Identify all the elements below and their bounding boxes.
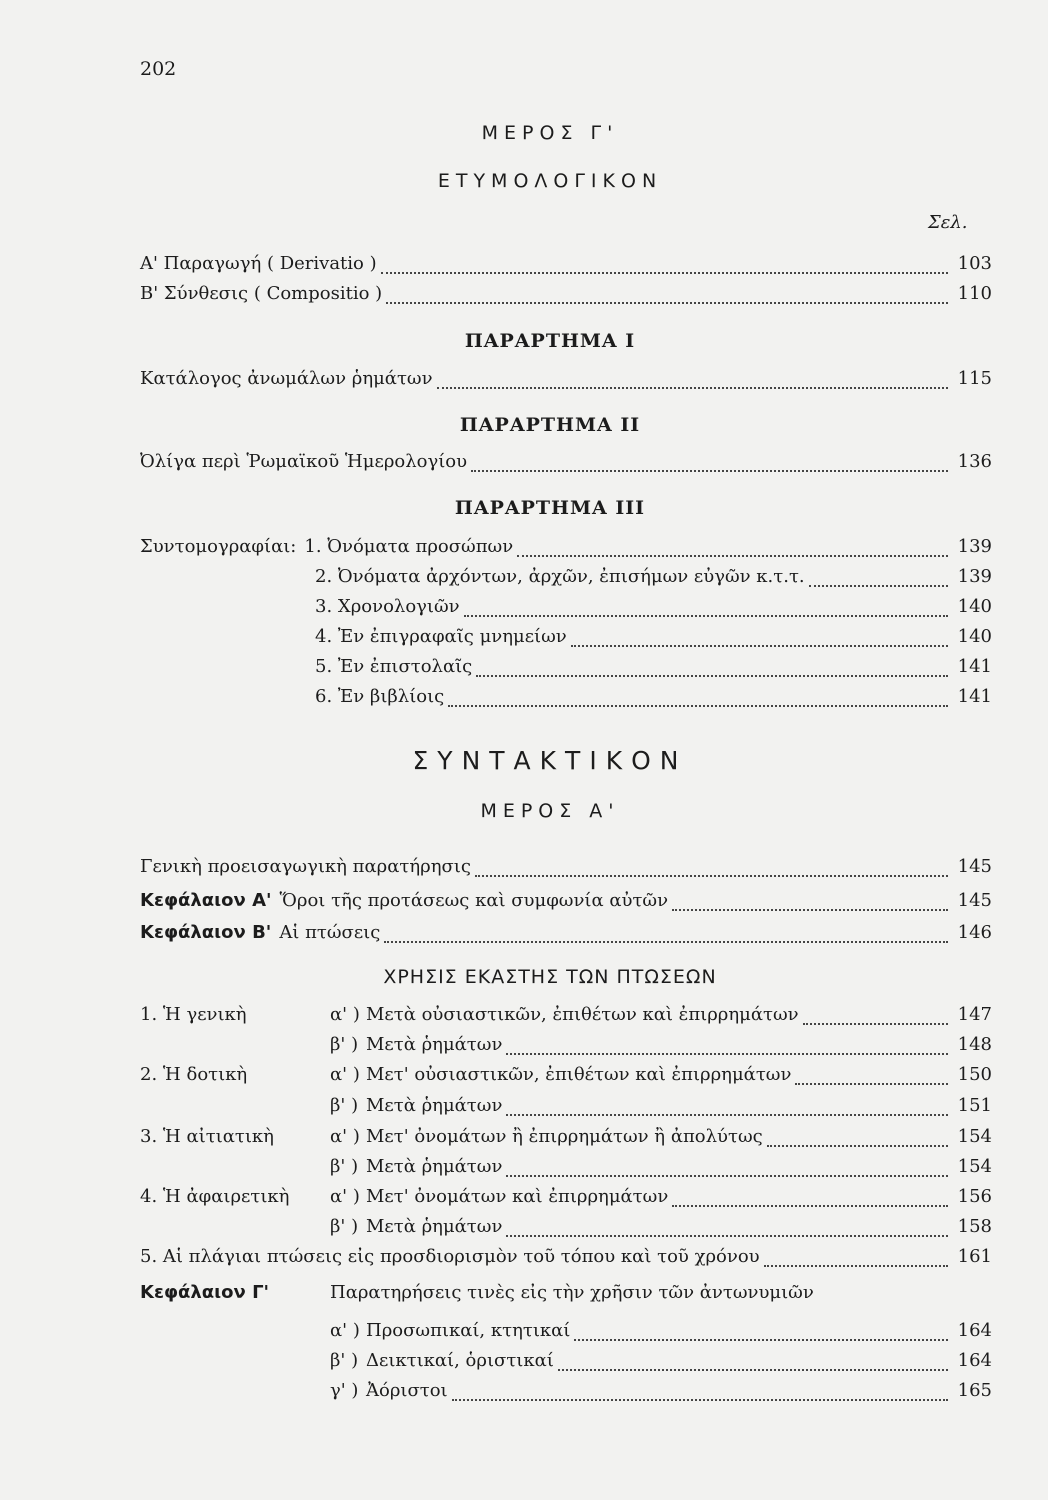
toc-entry: β' ) Μετὰ ῥημάτων 148 <box>330 1034 992 1055</box>
toc-entry: β' ) Δεικτικαί, ὁριστικαί 164 <box>330 1350 992 1371</box>
toc-entry: 2. Ἡ δοτικὴ α' ) Μετ' οὐσιαστικῶν, ἐπιθέτων καὶ ἐπιρρημάτων 150 <box>140 1064 992 1085</box>
toc-entry: α' ) Προσωπικαί, κτητικαί 164 <box>330 1320 992 1341</box>
toc-entry: Β' Σύνθεσις ( Compositio ) 110 <box>140 283 992 304</box>
toc-entry: β' ) Μετὰ ῥημάτων 151 <box>330 1095 992 1116</box>
toc-entry: 3. Ἡ αἰτιατικὴ α' ) Μετ' ὀνομάτων ἢ ἐπιρρημάτων ἢ ἀπολύτως 154 <box>140 1126 992 1147</box>
toc-entry: 5. Αἱ πλάγιαι πτώσεις εἰς προσδιορισμὸν τοῦ τόπου καὶ τοῦ χρόνου 161 <box>140 1246 992 1267</box>
toc-entry: β' ) Μετὰ ῥημάτων 154 <box>330 1156 992 1177</box>
toc-entry: β' ) Μετὰ ῥημάτων 158 <box>330 1216 992 1237</box>
toc-entry: γ' ) Ἀόριστοι 165 <box>330 1380 992 1401</box>
toc-entry: Γενικὴ προεισαγωγικὴ παρατήρησις 145 <box>140 856 992 877</box>
toc-entry: 4. Ἡ ἀφαιρετικὴ α' ) Μετ' ὀνομάτων καὶ ἐπιρρημάτων 156 <box>140 1186 992 1207</box>
page-number: 202 <box>140 58 177 80</box>
toc-entry: Ὀλίγα περὶ Ῥωμαϊκοῦ Ἡμερολογίου 136 <box>140 451 992 472</box>
toc-entry: 3. Χρονολογιῶν 140 <box>315 596 992 617</box>
toc-entry: 2. Ὀνόματα ἀρχόντων, ἀρχῶν, ἐπισήμων εὐγῶν κ.τ.τ. 139 <box>315 566 992 587</box>
toc-entry: Α' Παραγωγή ( Derivatio ) 103 <box>140 253 992 274</box>
toc-entry: Κατάλογος ἀνωμάλων ῥημάτων 115 <box>140 368 992 389</box>
toc-entry: Κεφάλαιον Α' Ὅροι τῆς προτάσεως καὶ συμφωνία αὐτῶν 145 <box>140 890 992 911</box>
page-column-label: Σελ. <box>928 212 968 233</box>
toc-entry: 5. Ἐν ἐπιστολαῖς 141 <box>315 656 992 677</box>
heading-etymology: ΕΤΥΜΟΛΟΓΙΚΟΝ <box>437 170 663 192</box>
heading-appendix-1: ΠΑΡΑΡΤΗΜΑ Ι <box>464 330 636 352</box>
toc-entry: Συντομογραφίαι: 1. Ὀνόματα προσώπων 139 <box>140 536 992 557</box>
heading-part-a: ΜΕΡΟΣ Α' <box>480 800 620 822</box>
toc-entry: Κεφάλαιον Γ' Παρατηρήσεις τινὲς εἰς τὴν χρῆσιν τῶν ἀντωνυμιῶν <box>140 1282 814 1303</box>
heading-cases: ΧΡΗΣΙΣ ΕΚΑΣΤΗΣ ΤΩΝ ΠΤΩΣΕΩΝ <box>383 966 717 988</box>
toc-entry: 1. Ἡ γενικὴ α' ) Μετὰ οὐσιαστικῶν, ἐπιθέτων καὶ ἐπιρρημάτων 147 <box>140 1004 992 1025</box>
heading-syntax: ΣΥΝΤΑΚΤΙΚΟΝ <box>412 746 688 775</box>
heading-appendix-2: ΠΑΡΑΡΤΗΜΑ ΙΙ <box>459 414 641 436</box>
heading-part-c: ΜΕΡΟΣ Γ' <box>481 122 619 144</box>
toc-entry: Κεφάλαιον Β' Αἱ πτώσεις 146 <box>140 922 992 943</box>
heading-appendix-3: ΠΑΡΑΡΤΗΜΑ ΙΙΙ <box>454 497 646 519</box>
toc-entry: 4. Ἐν ἐπιγραφαῖς μνημείων 140 <box>315 626 992 647</box>
toc-entry: 6. Ἐν βιβλίοις 141 <box>315 686 992 707</box>
